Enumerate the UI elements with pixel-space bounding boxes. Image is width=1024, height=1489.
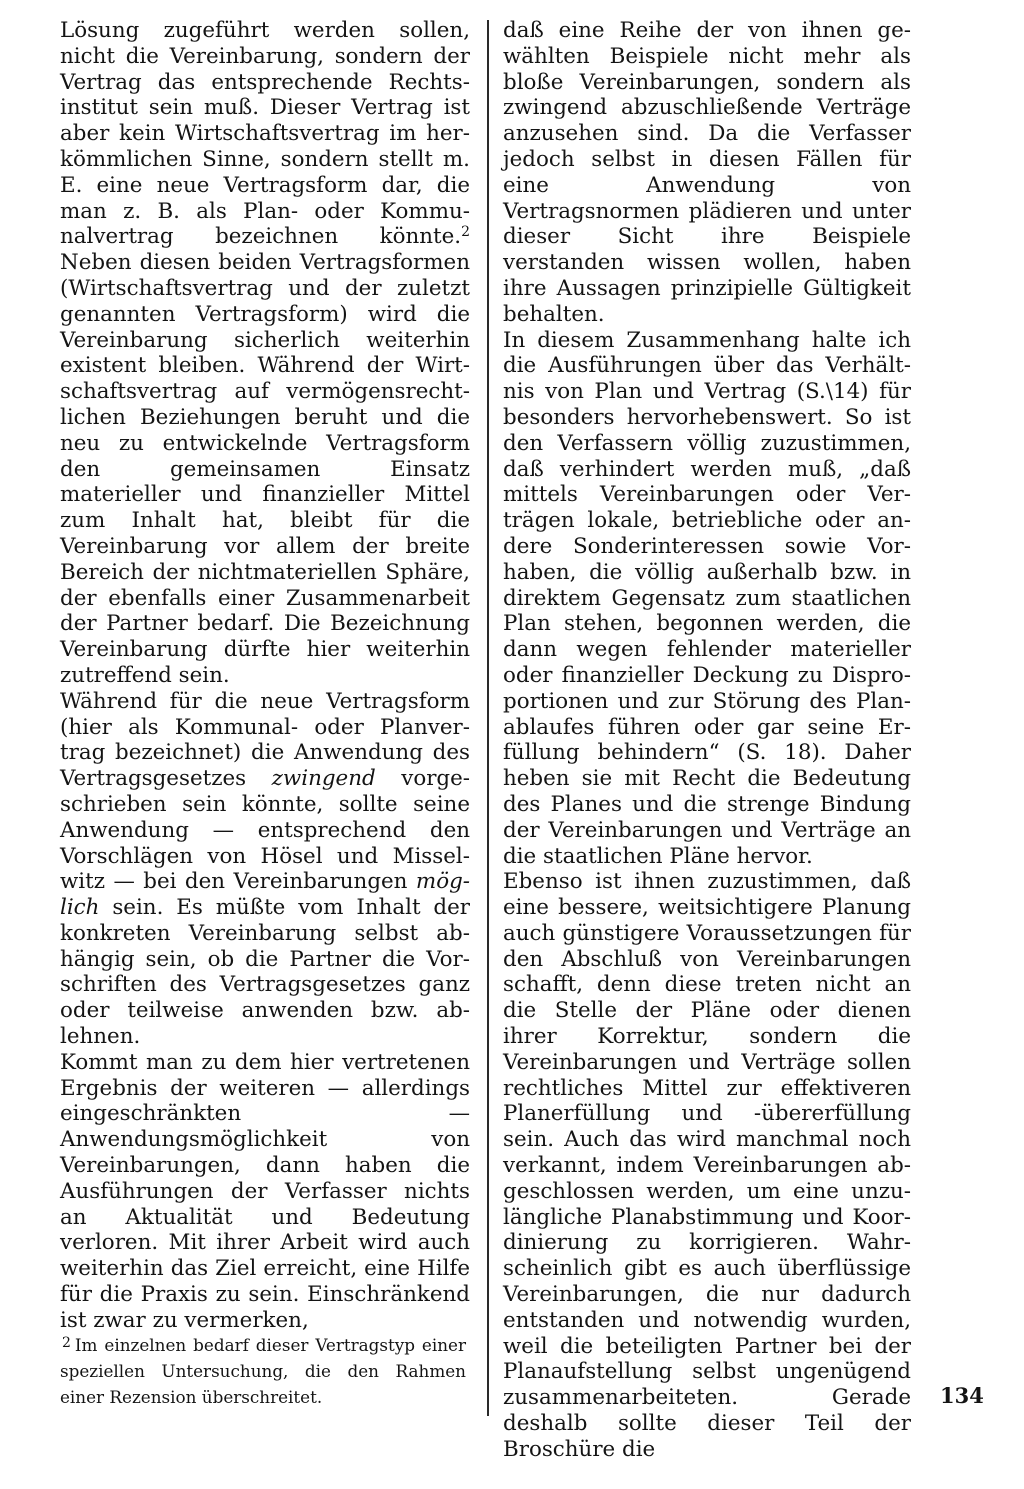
paragraph-right-3: Ebenso ist ihnen zuzustimmen, daß eine bessere, weitsichtigere Planung auch günstigere Voraussetzungen für den Abschluß von Vereinbarungen schafft, denn diese treten nicht an die Stelle der Pläne oder dienen ihrer Korrektur, sondern die Vereinbarungen und Verträge sollen rechtliches Mittel zur effektiveren Planerfüllung und -übererfüllung sein. Auch das wird manchmal noch verkannt, indem Vereinbarungen abgeschlossen werden, um eine unzulängliche Planabstimmung und Koordinierung zu korrigieren. Wahrscheinlich gibt es auch überflüssige Vereinbarungen, die nur dadurch entstanden und notwendig wurden, weil die beteiligten Partner bei der Planaufstellung selbst ungenügend zusammenarbeiteten. Gerade deshalb sollte dieser Teil der Broschüre die <box>503 869 911 1462</box>
emphasis-text: möglich <box>60 869 470 921</box>
text-run: vorgeschrieben sein könnte, sollte seine Anwendung — entsprechend den Vorschlägen von Hösel und Misselwitz — bei den Vereinbarungen <box>60 766 471 895</box>
page-number: 134 <box>940 1383 984 1408</box>
paragraph-left-3: Kommt man zu dem hier vertretenen Ergebnis der weiteren — allerdings eingeschränkten — Anwendungsmöglichkeit von Vereinbarungen, dann haben die Ausführungen der Verfasser nichts an Aktualität und Bedeutung verloren. Mit ihrer Arbeit wird auch weiterhin das Ziel erreicht, eine Hilfe für die Praxis zu sein. Einschränkend ist zwar zu vermerken, <box>60 1049 470 1333</box>
footnote-mark: 2 <box>62 1335 71 1351</box>
footnote-reference: 2 <box>461 224 470 241</box>
text-run: Neben diesen beiden Vertragsformen (Wirtschaftsvertrag und der zuletzt genannten Vertragsform) wird die Vereinbarung sicherlich weiterhin existent bleiben. Während der Wirtschaftsvertrag auf vermögensrechtlichen Beziehungen beruht und die neu zu entwickelnde Vertragsform den gemeinsamen Einsatz materieller und finanzieller Mittel zum Inhalt hat, bleibt für die Vereinbarung vor allem der breite Bereich der nichtmateriellen Sphäre, der ebenfalls einer Zusammenarbeit der Partner bedarf. Die Bezeichnung Vereinbarung dürfte hier weiterhin zutreffend sein. <box>60 250 470 688</box>
footnote-text: Im einzelnen bedarf dieser Vertragstyp einer speziellen Untersuchung, die den Rahmen einer Rezension überschreitet. <box>60 1335 466 1407</box>
column-divider <box>487 20 489 1416</box>
text-run: Lösung zugeführt werden sollen, nicht die Vereinbarung, sondern der Vertrag das entsprechende Rechtsinstitut sein muß. Dieser Vertrag ist aber kein Wirtschaftsvertrag im herkömmlichen Sinne, sondern stellt m. E. eine neue Vertragsform dar, die man z. B. als Plan- oder Kommunalvertrag bezeichnen könnte. <box>60 18 470 250</box>
paragraph-right-2: In diesem Zusammenhang halte ich die Ausführungen über das Verhältnis von Plan und Vertrag (S.\14) für besonders hervorhebenswert. So ist den Verfassern völlig zuzustimmen, daß verhindert werden muß, „daß mittels Vereinbarungen oder Verträgen lokale, betriebliche oder andere Sonderinteressen sowie Vorhaben, die völlig außerhalb bzw. in direktem Gegensatz zum staatlichen Plan stehen, begonnen werden, die dann wegen fehlender materieller oder finanzieller Deckung zu Disproportionen und zur Störung des Planablaufes führen oder gar seine Erfüllung behindern“ (S. 18). Daher heben sie mit Recht die Bedeutung des Planes und die strenge Bindung der Vereinbarungen und Verträge an die staatlichen Pläne hervor. <box>503 327 911 869</box>
paragraph-left-1 <box>60 18 470 689</box>
right-column <box>503 18 911 1463</box>
footnote <box>60 1330 466 1410</box>
paragraph-right-1: daß eine Reihe der von ihnen gewählten Beispiele nicht mehr als bloße Vereinbarungen, sondern als zwingend abzuschließende Verträge anzusehen sind. Da die Verfasser jedoch selbst in diesen Fällen für eine Anwendung von Vertragsnormen plädieren und unter dieser Sicht ihre Beispiele verstanden wissen wollen, haben ihre Aussagen prinzipielle Gültigkeit behalten. <box>503 18 911 327</box>
emphasis-text: zwingend <box>271 766 376 792</box>
text-run: Während für die neue Vertragsform (hier als Kommunal- oder Planvertrag bezeichnet) die Anwendung des Vertragsgesetzes <box>60 688 470 792</box>
left-column <box>60 18 470 1334</box>
text-run: sein. Es müßte vom Inhalt der konkreten Vereinbarung selbst abhängig sein, ob die Partner die Vorschriften des Vertragsgesetzes ganz oder teilweise anwenden bzw. ablehnen. <box>60 895 470 1050</box>
paragraph-left-2 <box>60 689 470 1050</box>
